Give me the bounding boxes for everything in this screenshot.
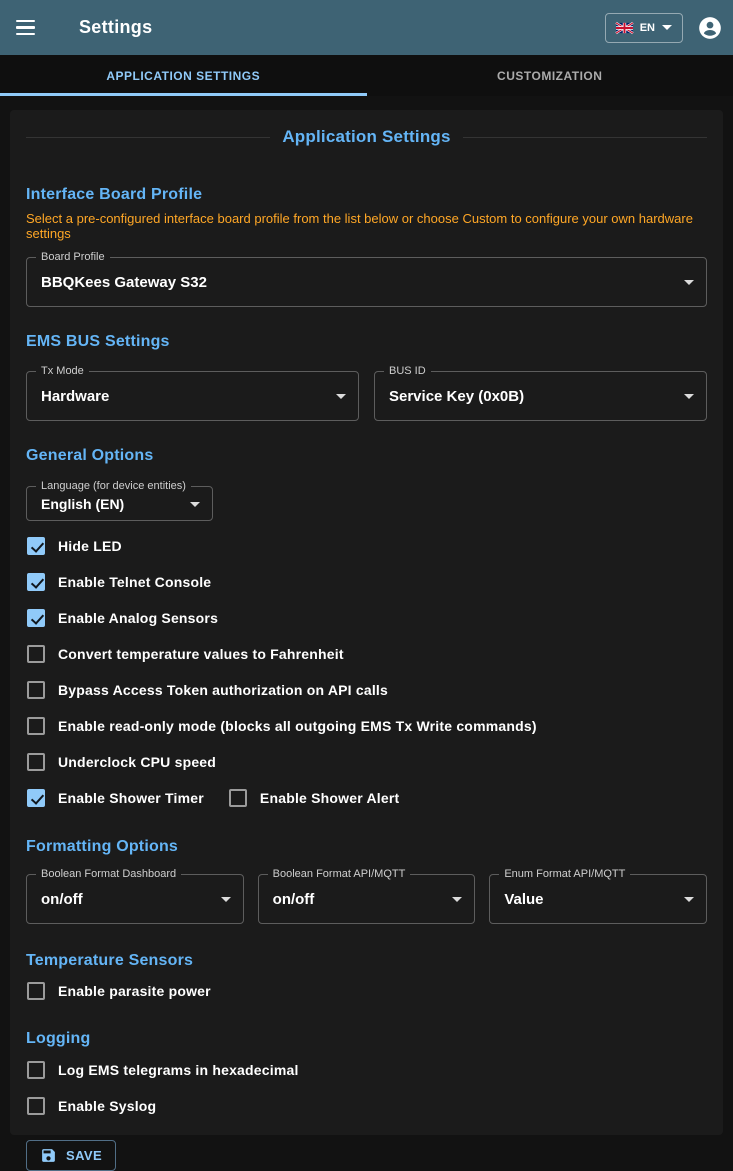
checkbox-row — [26, 1088, 707, 1124]
select-label: Boolean Format Dashboard — [36, 868, 181, 880]
shower-timer-checkbox[interactable] — [27, 789, 45, 807]
section-heading-board-profile: Interface Board Profile — [26, 186, 707, 204]
checkbox-row — [26, 600, 707, 636]
select-value: on/off — [259, 891, 315, 908]
board-profile-select[interactable] — [26, 257, 707, 307]
tx-mode-select[interactable] — [26, 371, 359, 421]
settings-card — [10, 110, 723, 1135]
boolean-format-dashboard-select[interactable] — [26, 874, 244, 924]
hamburger-menu-icon[interactable] — [16, 12, 48, 44]
checkbox-label: Enable Shower Alert — [260, 790, 399, 806]
tab-customization[interactable]: CUSTOMIZATION — [367, 55, 733, 96]
checkbox-label: Enable Shower Timer — [58, 790, 204, 806]
checkbox-row — [26, 528, 707, 564]
language-code: EN — [640, 22, 655, 34]
dropdown-arrow-icon — [336, 394, 346, 399]
checkbox-row — [26, 708, 707, 744]
language-selector[interactable] — [605, 13, 683, 43]
checkbox-label: Enable Syslog — [58, 1098, 156, 1114]
parasite-power-checkbox[interactable] — [27, 982, 45, 1000]
enable-syslog-checkbox[interactable] — [27, 1097, 45, 1115]
checkbox-label: Enable Telnet Console — [58, 574, 211, 590]
enum-format-api-select[interactable] — [489, 874, 707, 924]
board-profile-description: Select a pre-configured interface board profile from the list below or choose Custom to configure your own hardware settings — [26, 211, 707, 241]
checkbox-label: Enable read-only mode (blocks all outgoing EMS Tx Write commands) — [58, 718, 537, 734]
save-floppy-icon — [40, 1147, 57, 1164]
section-heading-formatting: Formatting Options — [26, 838, 707, 856]
checkbox-row — [26, 744, 707, 780]
dropdown-arrow-icon — [221, 897, 231, 902]
readonly-mode-checkbox[interactable] — [27, 717, 45, 735]
account-circle-icon[interactable] — [697, 15, 723, 41]
language-entities-select-label: Language (for device entities) — [36, 480, 191, 492]
shower-alert-checkbox[interactable] — [229, 789, 247, 807]
section-heading-ems-bus: EMS BUS Settings — [26, 333, 707, 351]
tab-application-settings[interactable]: APPLICATION SETTINGS — [0, 55, 367, 96]
boolean-format-api-select[interactable] — [258, 874, 476, 924]
fahrenheit-checkbox[interactable] — [27, 645, 45, 663]
checkbox-label: Underclock CPU speed — [58, 754, 216, 770]
language-entities-select[interactable] — [26, 486, 213, 521]
uk-flag-icon — [616, 22, 633, 34]
bus-id-select-value: Service Key (0x0B) — [375, 388, 524, 405]
board-profile-select-value: BBQKees Gateway S32 — [27, 274, 207, 291]
section-heading-temperature: Temperature Sensors — [26, 952, 707, 970]
page-title: Application Settings — [270, 127, 462, 147]
save-button[interactable] — [26, 1140, 116, 1171]
checkbox-label: Hide LED — [58, 538, 122, 554]
checkbox-label: Enable parasite power — [58, 983, 211, 999]
dropdown-arrow-icon — [452, 897, 462, 902]
checkbox-label: Enable Analog Sensors — [58, 610, 218, 626]
language-entities-select-value: English (EN) — [27, 496, 124, 512]
bus-id-select[interactable] — [374, 371, 707, 421]
underclock-cpu-checkbox[interactable] — [27, 753, 45, 771]
tx-mode-select-label: Tx Mode — [36, 365, 89, 377]
app-title: Settings — [79, 17, 152, 38]
section-heading-general: General Options — [26, 447, 707, 465]
tab-bar — [0, 55, 733, 96]
tx-mode-select-value: Hardware — [27, 388, 109, 405]
checkbox-row-shower — [26, 780, 707, 816]
checkbox-row — [26, 672, 707, 708]
dropdown-arrow-icon — [684, 280, 694, 285]
board-profile-select-label: Board Profile — [36, 251, 110, 263]
checkbox-label: Bypass Access Token authorization on API calls — [58, 682, 388, 698]
select-value: Value — [490, 891, 543, 908]
checkbox-row — [26, 564, 707, 600]
bypass-token-checkbox[interactable] — [27, 681, 45, 699]
select-value: on/off — [27, 891, 83, 908]
log-hex-checkbox[interactable] — [27, 1061, 45, 1079]
checkbox-label: Convert temperature values to Fahrenheit — [58, 646, 344, 662]
select-label: Enum Format API/MQTT — [499, 868, 630, 880]
enable-analog-sensors-checkbox[interactable] — [27, 609, 45, 627]
hide-led-checkbox[interactable] — [27, 537, 45, 555]
section-heading-logging: Logging — [26, 1030, 707, 1048]
checkbox-row — [26, 1052, 707, 1088]
checkbox-row — [26, 973, 707, 1009]
checkbox-row — [26, 636, 707, 672]
save-button-label: SAVE — [66, 1148, 102, 1163]
checkbox-label: Log EMS telegrams in hexadecimal — [58, 1062, 299, 1078]
enable-telnet-checkbox[interactable] — [27, 573, 45, 591]
dropdown-arrow-icon — [684, 897, 694, 902]
bus-id-select-label: BUS ID — [384, 365, 431, 377]
app-bar — [0, 0, 733, 55]
select-label: Boolean Format API/MQTT — [268, 868, 411, 880]
dropdown-arrow-icon — [190, 502, 200, 507]
dropdown-arrow-icon — [684, 394, 694, 399]
page-title-row — [26, 124, 707, 150]
caret-down-icon — [662, 25, 672, 30]
